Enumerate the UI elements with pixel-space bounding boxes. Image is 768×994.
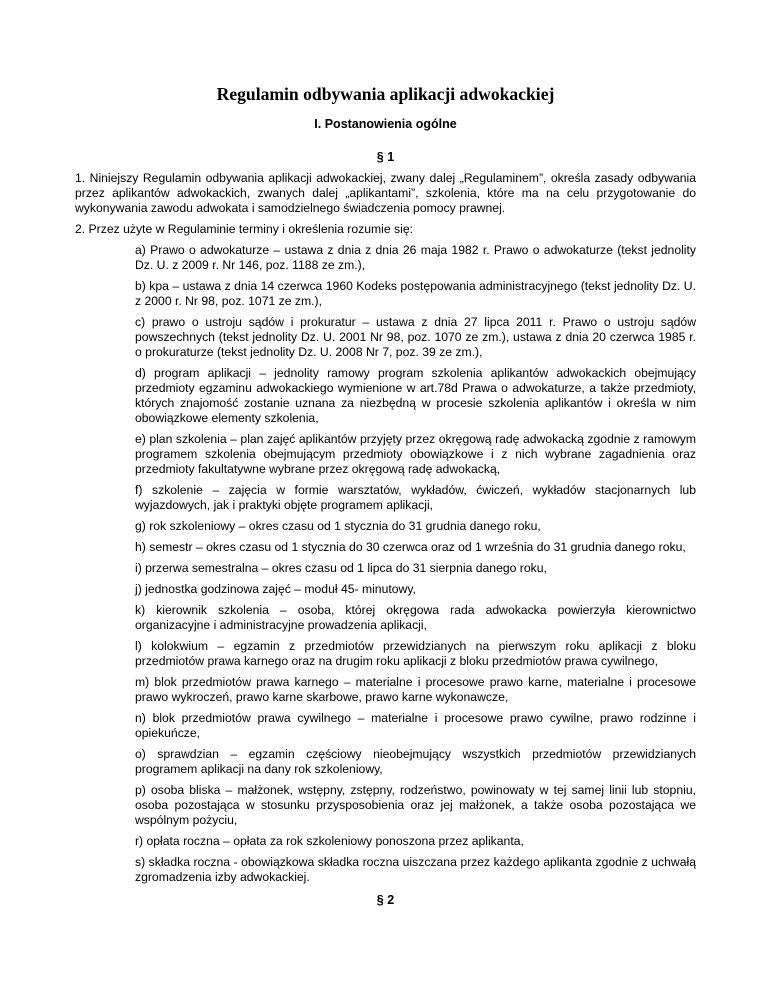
section-1-paragraph-1: 1. Niniejszy Regulamin odbywania aplikacji adwokackiej, zwany dalej „Regulaminem”, określa zasady odbywania przez aplikantów adwokackich, zwanych dalej „aplikantami”, szkolenia, które ma na celu przygotowanie do wykonywania zawodu adwokata i samodzielnego świadczenia pomocy prawnej. — [75, 171, 696, 215]
definition-item: p) osoba bliska – małżonek, wstępny, zstępny, rodzeństwo, powinowaty w tej samej linii lub stopniu, osoba pozostająca w stosunku przysposobienia oraz jej małżonek, a także osoba pozostająca we wspólnym pożyciu, — [135, 783, 696, 827]
definition-item: r) opłata roczna – opłata za rok szkoleniowy ponoszona przez aplikanta, — [135, 834, 524, 848]
definition-item: h) semestr – okres czasu od 1 stycznia do 30 czerwca oraz od 1 września do 31 grudnia danego roku, — [135, 540, 686, 554]
definition-item: d) program aplikacji – jednolity ramowy program szkolenia aplikantów adwokackich obejmujący przedmioty egzaminu adwokackiego wymienione w art.78d Prawa o adwokaturze, a także przedmioty, których znajomość zostanie uznana za niezbędną w procesie szkolenia aplikantów i określa w nim obowiązkowe elementy szkolenia, — [135, 366, 696, 425]
definition-item: a) Prawo o adwokaturze – ustawa z dnia z dnia 26 maja 1982 r. Prawo o adwokaturze (tekst jednolity Dz. U. z 2009 r. Nr 146, poz. 1188 ze zm.), — [135, 243, 696, 272]
document-title: Regulamin odbywania aplikacji adwokackiej — [216, 84, 555, 104]
definition-item: o) sprawdzian – egzamin częściowy nieobejmujący wszystkich przedmiotów przewidzianych programem aplikacji na dany rok szkoleniowy, — [135, 747, 696, 776]
definition-item: s) składka roczna - obowiązkowa składka roczna uiszczana przez każdego aplikanta zgodnie z uchwałą zgromadzenia izby adwokackiej. — [135, 855, 696, 884]
definitions-list — [135, 243, 696, 885]
definition-item: e) plan szkolenia – plan zajęć aplikantów przyjęty przez okręgową radę adwokacką zgodnie z ramowym programem szkolenia obejmującym przedmioty obowiązkowe i z nich wybrane zagadnienia oraz przedmioty fakultatywne wybrane przez okręgową radę adwokacką, — [135, 432, 696, 476]
definition-item: i) przerwa semestralna – okres czasu od 1 lipca do 31 sierpnia danego roku, — [135, 561, 547, 575]
definition-item: b) kpa – ustawa z dnia 14 czerwca 1960 Kodeks postępowania administracyjnego (tekst jednolity Dz. U. z 2000 r. Nr 98, poz. 1071 ze zm.), — [135, 279, 696, 308]
definition-item: l) kolokwium – egzamin z przedmiotów przewidzianych na pierwszym roku aplikacji z bloku przedmiotów prawa karnego oraz na drugim roku aplikacji z bloku przedmiotów prawa cywilnego, — [135, 639, 696, 668]
definition-item: f) szkolenie – zajęcia w formie warsztatów, wykładów, ćwiczeń, wykładów stacjonarnych lub wyjazdowych, jak i praktyki objęte programem aplikacji, — [135, 483, 696, 512]
definition-item: k) kierownik szkolenia – osoba, której okręgowa rada adwokacka powierzyła kierownictwo organizacyjne i administracyjne prowadzenia aplikacji, — [135, 603, 696, 632]
section-1-paragraph-2: 2. Przez użyte w Regulaminie terminy i określenia rozumie się: — [75, 222, 413, 236]
definition-item: g) rok szkoleniowy – okres czasu od 1 stycznia do 31 grudnia danego roku, — [135, 519, 541, 533]
section-1-mark: § 1 — [376, 150, 395, 164]
definition-item: n) blok przedmiotów prawa cywilnego – materialne i procesowe prawo cywilne, prawo rodzinne i opiekuńcze, — [135, 711, 696, 740]
definition-item: c) prawo o ustroju sądów i prokuratur – ustawa z dnia 27 lipca 2011 r. Prawo o ustroju sądów powszechnych (tekst jednolity Dz. U. 2001 Nr 98, poz. 1070 ze zm.), ustawa z dnia 20 czerwca 1985 r. o prokuraturze (tekst jednolity Dz. U. 2008 Nr 7, poz. 39 ze zm.), — [135, 315, 696, 359]
definition-item: m) blok przedmiotów prawa karnego – materialne i procesowe prawo karne, materialne i procesowe prawo wykroczeń, prawo karne skarbowe, prawo karne wykonawcze, — [135, 675, 696, 704]
definition-item: j) jednostka godzinowa zajęć – moduł 45- minutowy, — [135, 582, 416, 596]
chapter-heading: I. Postanowienia ogólne — [314, 117, 457, 131]
section-2-mark: § 2 — [376, 893, 395, 907]
